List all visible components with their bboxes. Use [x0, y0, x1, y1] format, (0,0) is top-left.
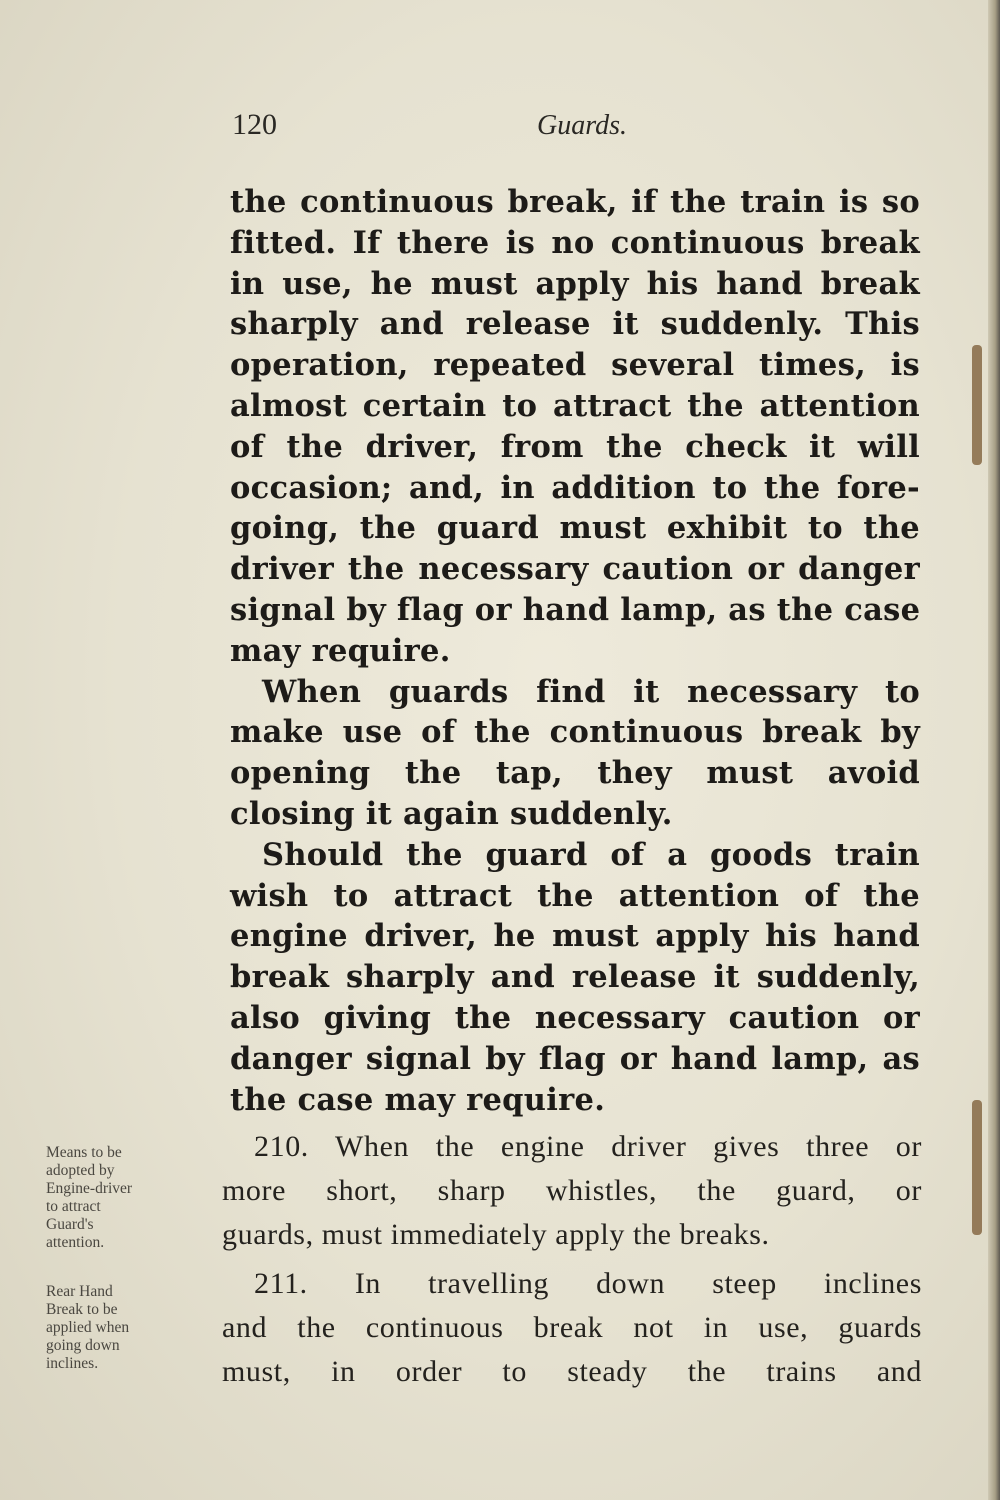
text-line: driver the necessary caution or danger	[230, 551, 920, 588]
text-line: Should the guard of a goods train	[262, 836, 920, 873]
margin-note-line: attention.	[46, 1234, 105, 1251]
margin-note-line: to attract	[46, 1198, 101, 1215]
text-line: in use, he must apply his hand break	[230, 265, 920, 302]
text-line: almost certain to attract the attention	[230, 387, 920, 424]
page-edge	[988, 0, 1000, 1500]
foxing-stain	[972, 345, 982, 465]
margin-note-line: adopted by	[46, 1162, 115, 1179]
margin-note-line: going down	[46, 1337, 120, 1354]
rule-211	[222, 1262, 922, 1394]
running-head: Guards.	[537, 110, 627, 141]
text-line: of the driver, from the check it will	[230, 428, 920, 465]
margin-note-line: Engine-driver	[46, 1180, 133, 1197]
rule-line: 211. In travelling down steep inclines	[254, 1267, 922, 1300]
page-number: 120	[232, 108, 277, 141]
rule-line: 210. When the engine driver gives three or	[254, 1130, 922, 1163]
margin-note-210	[46, 1144, 206, 1252]
margin-note-line: inclines.	[46, 1355, 99, 1372]
margin-note-line: Guard's	[46, 1216, 94, 1233]
body-text	[230, 182, 920, 1120]
text-line: going, the guard must exhibit to the	[230, 510, 920, 547]
text-line: signal by flag or hand lamp, as the case	[230, 591, 921, 628]
rule-line: must, in order to steady the trains and	[222, 1355, 922, 1388]
text-line: also giving the necessary caution or	[230, 999, 920, 1036]
margin-note-line: applied when	[46, 1319, 130, 1336]
text-line: engine driver, he must apply his hand	[230, 918, 920, 955]
text-line: may require.	[230, 632, 451, 669]
text-line: wish to attract the attention of the	[230, 877, 920, 914]
rule-line: and the continuous break not in use, guards	[222, 1311, 922, 1344]
rule-line: more short, sharp whistles, the guard, or	[222, 1174, 922, 1207]
margin-note-211	[46, 1283, 206, 1373]
text-line: When guards find it necessary to	[262, 673, 920, 710]
rule-line: guards, must immediately apply the breaks.	[222, 1218, 770, 1251]
text-line: break sharply and release it suddenly,	[230, 959, 920, 996]
text-line: closing it again suddenly.	[230, 795, 673, 832]
page-header	[232, 108, 652, 148]
foxing-stain	[972, 1100, 982, 1235]
text-line: fitted. If there is no continuous break	[230, 224, 920, 261]
text-line: the continuous break, if the train is so	[230, 184, 920, 220]
text-line: occasion; and, in addition to the fore-	[230, 469, 920, 506]
rule-210	[222, 1125, 922, 1257]
margin-note-line: Rear Hand	[46, 1283, 113, 1300]
text-line: sharply and release it suddenly. This	[230, 306, 920, 343]
text-line: danger signal by flag or hand lamp, as	[230, 1040, 920, 1077]
text-line: operation, repeated several times, is	[230, 347, 920, 384]
text-line: make use of the continuous break by	[230, 714, 920, 751]
margin-note-line: Break to be	[46, 1301, 118, 1318]
text-line: the case may require.	[230, 1081, 606, 1118]
text-line: opening the tap, they must avoid	[230, 755, 920, 792]
margin-note-line: Means to be	[46, 1144, 122, 1161]
